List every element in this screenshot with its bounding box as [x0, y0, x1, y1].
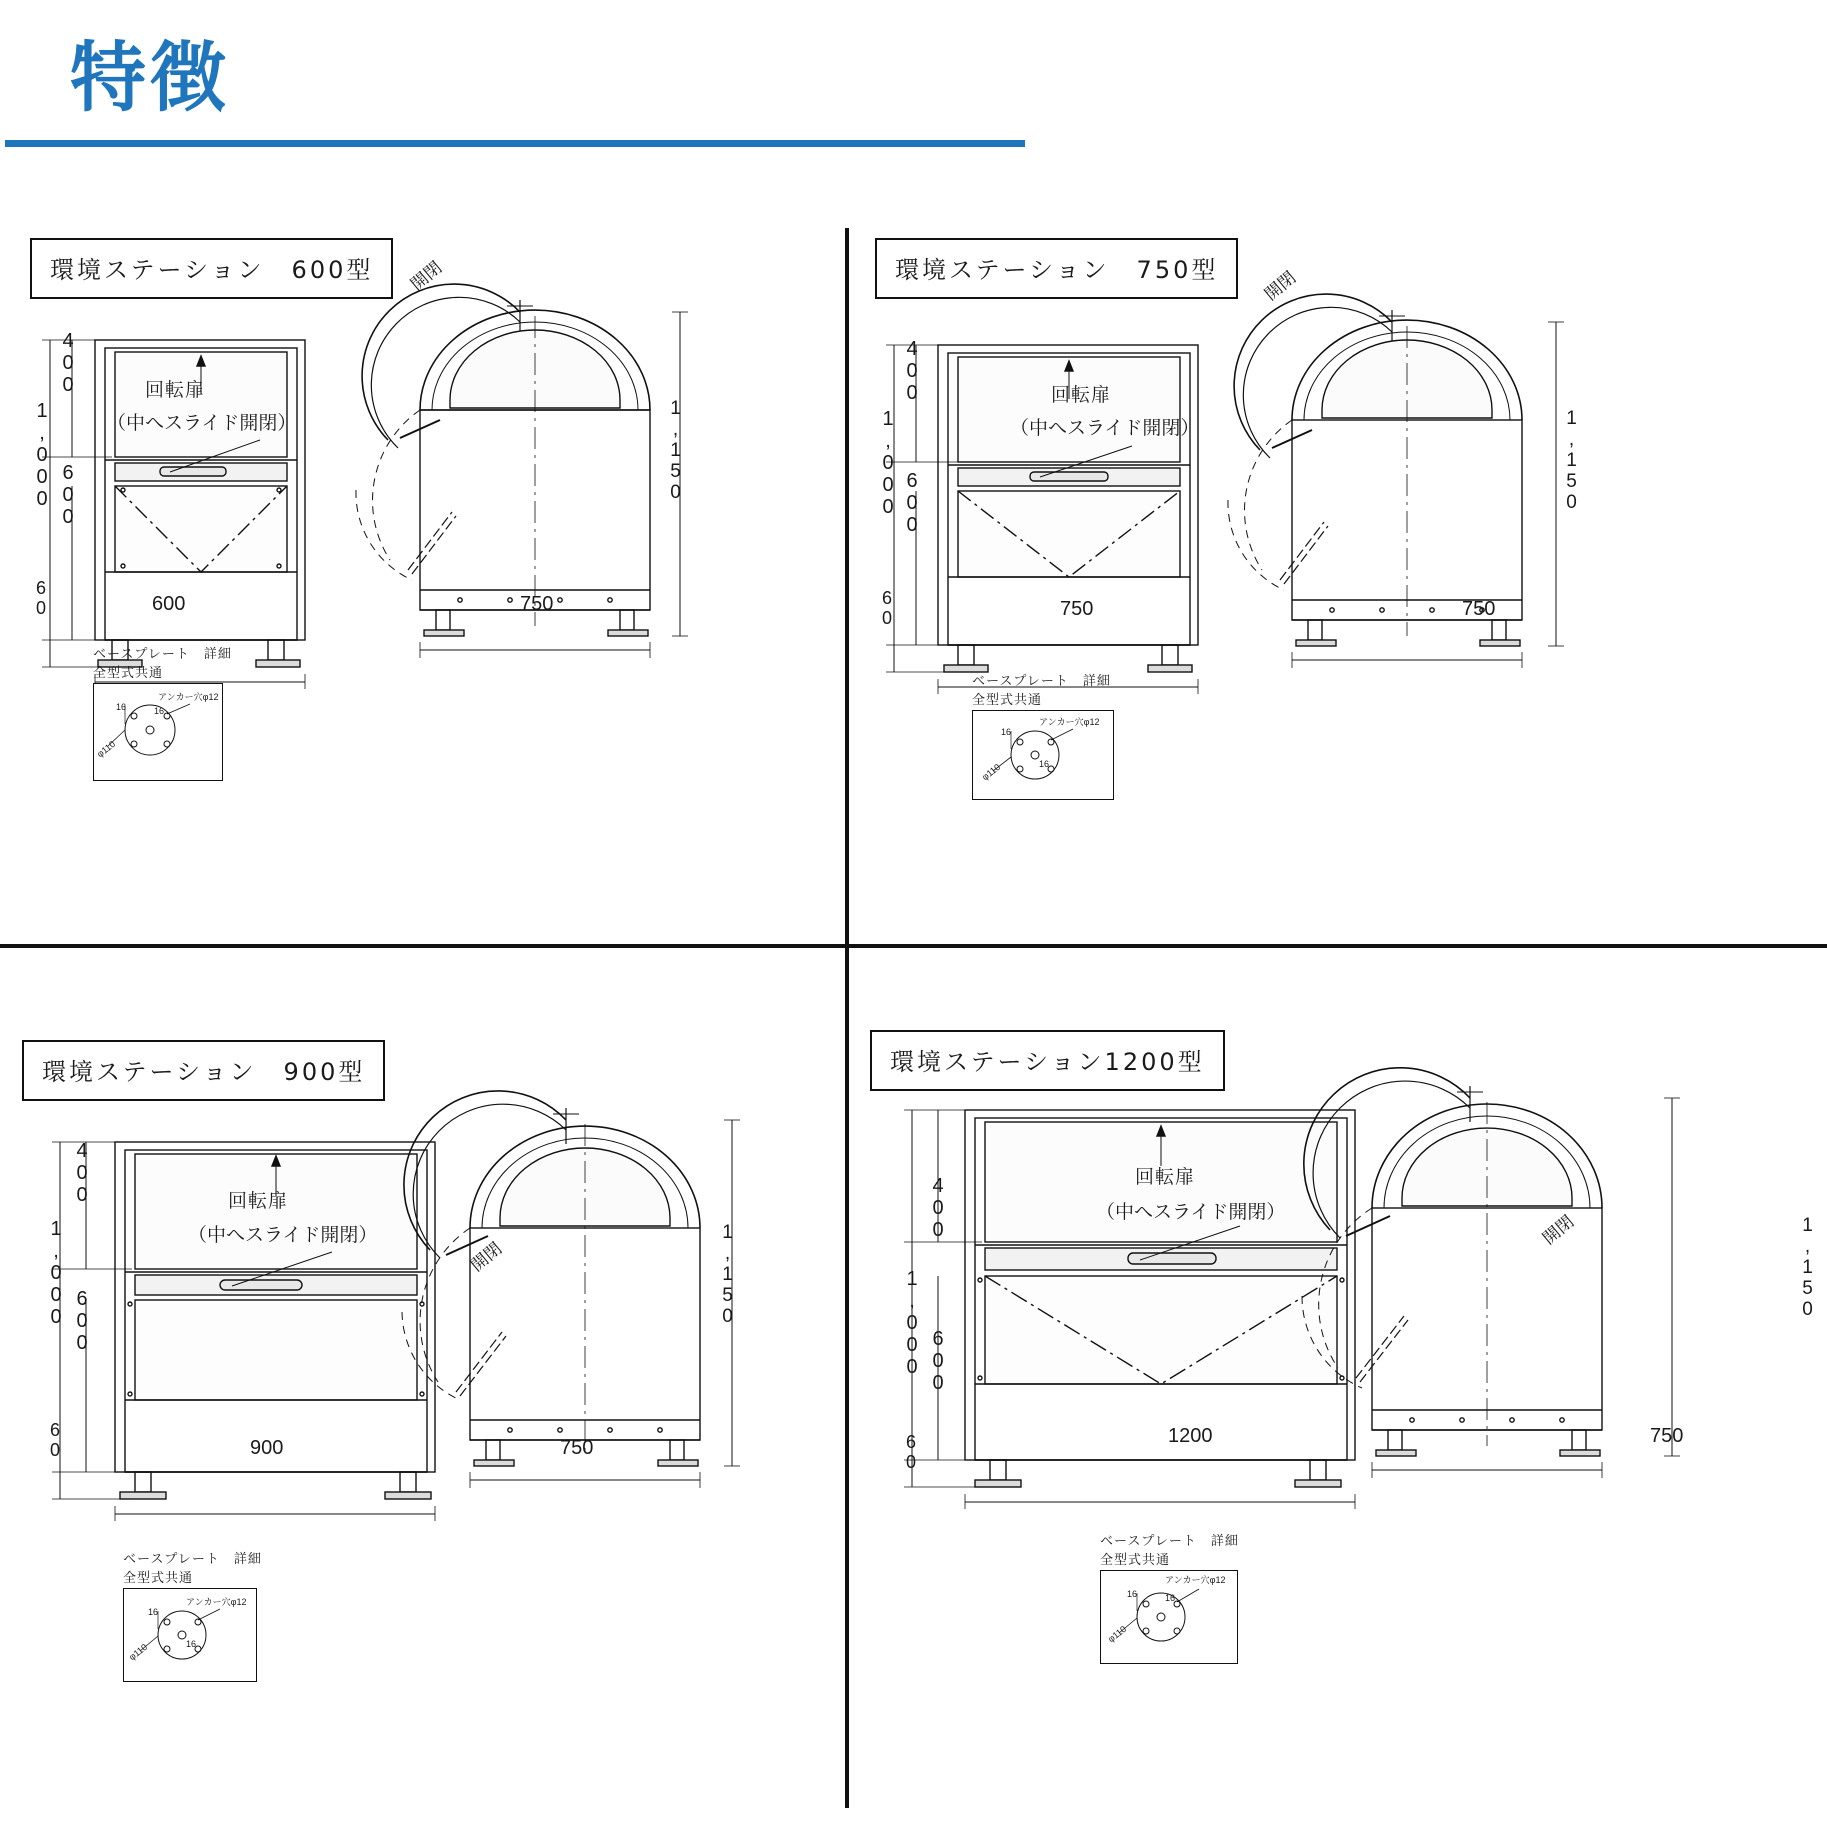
- anchor-hole-label-600: アンカー穴φ12: [158, 692, 219, 702]
- dim-1200-width: 1200: [1168, 1425, 1213, 1447]
- base-plate-caption-750: ベースプレート 詳細: [972, 674, 1111, 689]
- dim-600-width: 600: [152, 593, 186, 615]
- door-label-900-line2: （中へスライド開閉）: [188, 1224, 378, 1246]
- bp-dim-b-1200: 16: [1165, 1593, 1176, 1603]
- base-plate-caption-600: ベースプレート 詳細: [93, 647, 232, 662]
- base-plate-caption2-1200: 全型式共通: [1100, 1553, 1171, 1568]
- base-plate-box-900: [123, 1588, 257, 1682]
- dim-1200-side-height: 1,150: [1797, 1215, 1818, 1320]
- dim-1200-upper: 400: [927, 1175, 949, 1241]
- divider-horizontal: [0, 944, 1827, 948]
- dim-900-leg: 60: [45, 1420, 65, 1460]
- dim-750-lower: 600: [901, 470, 923, 536]
- drawing-1200: [880, 1080, 1780, 1720]
- dim-1200-depth: 750: [1650, 1425, 1684, 1447]
- bp-dim-a-750: 16: [1001, 727, 1012, 737]
- header-underline: [5, 140, 1025, 147]
- bp-dim-c-1200: φ110: [1106, 1623, 1129, 1645]
- bp-dim-a-1200: 16: [1127, 1589, 1138, 1599]
- anchor-hole-label-750: アンカー穴φ12: [1039, 717, 1100, 727]
- base-plate-box-750: [972, 710, 1114, 800]
- base-plate-caption2-900: 全型式共通: [123, 1571, 194, 1586]
- panel-title-750: 環境ステーション 750型: [875, 238, 1238, 299]
- dim-750-depth: 750: [1462, 598, 1496, 620]
- bp-dim-c-600: φ110: [95, 738, 118, 760]
- anchor-hole-label-900: アンカー穴φ12: [186, 1597, 247, 1607]
- base-plate-box-600: [93, 683, 223, 781]
- door-label-1200-line2: （中へスライド開閉）: [1096, 1201, 1286, 1223]
- base-plate-detail-900: [123, 1548, 262, 1682]
- bp-dim-c-900: φ110: [127, 1641, 150, 1663]
- door-label-900-line1: 回転扉: [228, 1190, 289, 1212]
- base-plate-detail-600: [93, 643, 232, 781]
- dim-600-upper: 400: [57, 330, 79, 396]
- dim-750-width: 750: [1060, 598, 1094, 620]
- base-plate-detail-1200: [1100, 1530, 1239, 1664]
- base-plate-box-1200: [1100, 1570, 1238, 1664]
- bp-dim-b-900: 16: [186, 1639, 197, 1649]
- open-close-label-900: 開閉: [467, 1238, 507, 1277]
- bp-dim-b-750: 16: [1039, 759, 1050, 769]
- dim-1200-lower: 600: [927, 1328, 949, 1394]
- dim-900-total-height: 1,000: [45, 1218, 67, 1328]
- panel-title-900: 環境ステーション 900型: [22, 1040, 385, 1101]
- panel-type900: [22, 1040, 385, 1101]
- base-plate-caption2-600: 全型式共通: [93, 666, 164, 681]
- open-close-label-1200: 開閉: [1539, 1211, 1579, 1250]
- panel-title-600: 環境ステーション 600型: [30, 238, 393, 299]
- dim-900-lower: 600: [71, 1288, 93, 1354]
- dim-600-depth: 750: [520, 593, 554, 615]
- anchor-hole-label-1200: アンカー穴φ12: [1165, 1575, 1226, 1585]
- drawing-750: [870, 300, 1730, 940]
- dim-600-lower: 600: [57, 462, 79, 528]
- bp-dim-a-900: 16: [148, 1607, 159, 1617]
- panel-type750: [875, 238, 1238, 299]
- open-close-label-600: 開閉: [407, 257, 447, 296]
- page-title: 特徴: [70, 33, 230, 122]
- open-close-label-750: 開閉: [1261, 267, 1301, 306]
- bp-dim-c-750: φ110: [980, 761, 1003, 783]
- dim-600-side-height: 1,150: [665, 398, 686, 503]
- dim-750-side-height: 1,150: [1561, 408, 1582, 513]
- dim-600-leg: 60: [31, 578, 51, 618]
- dim-600-total-height: 1,000: [31, 400, 53, 510]
- panel-title-1200: 環境ステーション1200型: [870, 1030, 1225, 1091]
- drawing-600: [20, 290, 820, 930]
- door-label-600-line2: （中へスライド開閉）: [107, 412, 297, 434]
- dim-900-width: 900: [250, 1437, 284, 1459]
- dim-900-upper: 400: [71, 1140, 93, 1206]
- dim-1200-leg: 60: [901, 1432, 921, 1472]
- bp-dim-b-600: 16: [154, 706, 165, 716]
- dim-900-depth: 750: [560, 1437, 594, 1459]
- dim-1200-total-height: 1,000: [901, 1268, 923, 1378]
- dim-900-side-height: 1,150: [717, 1222, 738, 1327]
- door-label-750-line2: （中へスライド開閉）: [1010, 417, 1200, 439]
- dim-750-leg: 60: [877, 588, 897, 628]
- door-label-1200-line1: 回転扉: [1135, 1166, 1196, 1188]
- base-plate-detail-750: [972, 670, 1114, 800]
- dim-750-upper: 400: [901, 338, 923, 404]
- door-label-750-line1: 回転扉: [1051, 384, 1112, 406]
- base-plate-caption-900: ベースプレート 詳細: [123, 1552, 262, 1567]
- door-label-600-line1: 回転扉: [145, 379, 206, 401]
- header: [70, 33, 1090, 122]
- bp-dim-a-600: 16: [116, 702, 127, 712]
- base-plate-caption2-750: 全型式共通: [972, 693, 1043, 708]
- dim-750-total-height: 1,000: [877, 408, 899, 518]
- base-plate-caption-1200: ベースプレート 詳細: [1100, 1534, 1239, 1549]
